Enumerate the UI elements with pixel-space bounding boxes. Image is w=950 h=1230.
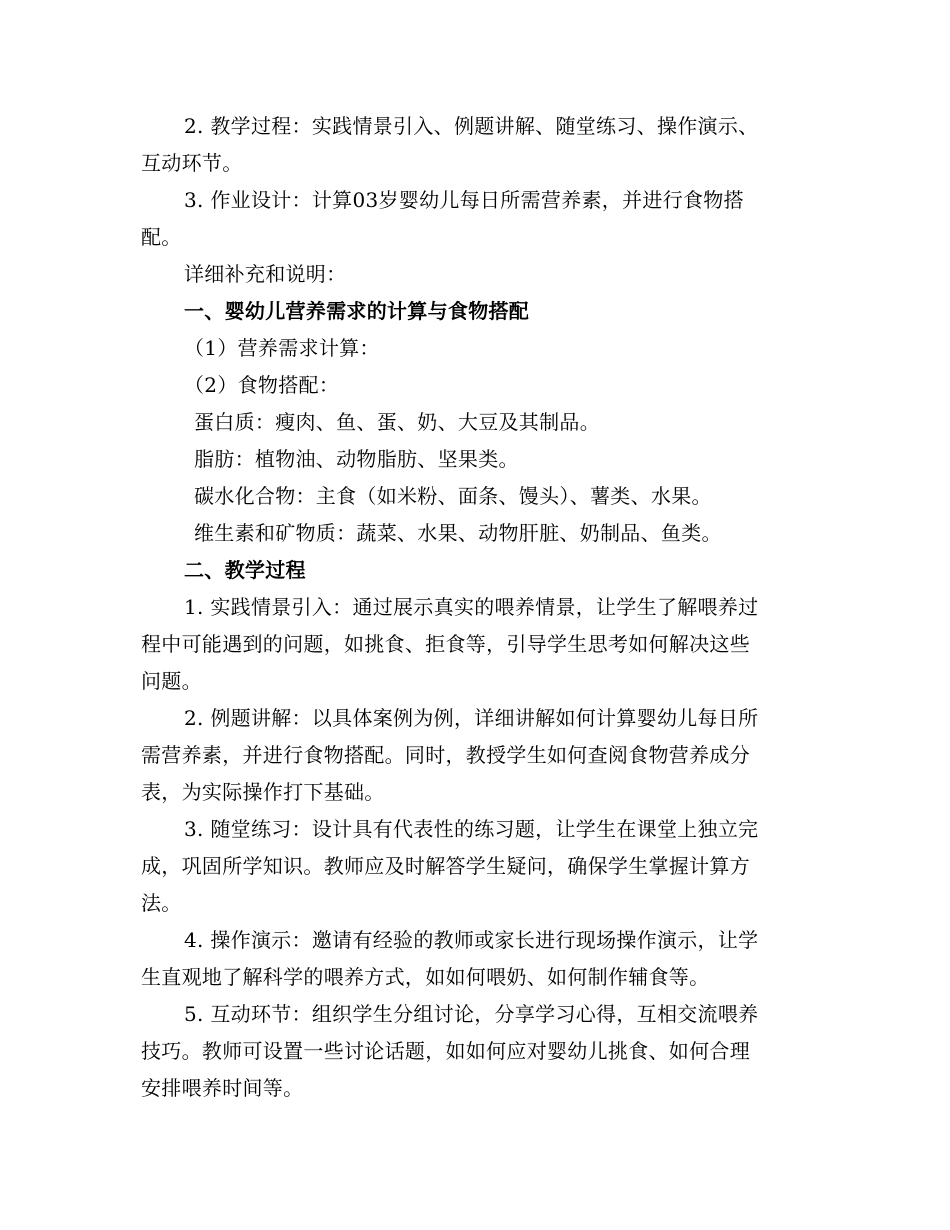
process-p3-line1: 3. 随堂练习：设计具有代表性的练习题，让学生在课堂上独立完 — [184, 817, 759, 841]
food-vitamins: 维生素和矿物质：蔬菜、水果、动物肝脏、奶制品、鱼类。 — [194, 521, 722, 545]
intro-item3-line2: 配。 — [141, 225, 182, 249]
process-p3-line2: 成，巩固所学知识。教师应及时解答学生疑问，确保学生掌握计算方 — [141, 854, 750, 878]
process-p2-line2: 需营养素，并进行食物搭配。同时，教授学生如何查阅食物营养成分 — [141, 743, 750, 767]
process-p5-line2: 技巧。教师可设置一些讨论话题，如如何应对婴幼儿挑食、如何合理 — [141, 1039, 750, 1063]
food-carbs: 碳水化合物：主食（如米粉、面条、馒头）、薯类、水果。 — [194, 484, 712, 508]
process-p5-line3: 安排喂养时间等。 — [141, 1076, 304, 1100]
process-p2-line1: 2. 例题讲解：以具体案例为例，详细讲解如何计算婴幼儿每日所 — [184, 706, 759, 730]
process-p1-line2: 程中可能遇到的问题，如挑食、拒食等，引导学生思考如何解决这些 — [141, 632, 750, 656]
section1-heading: 一、婴幼儿营养需求的计算与食物搭配 — [184, 299, 530, 323]
intro-item2-line2: 互动环节。 — [141, 151, 243, 175]
section2-heading: 二、教学过程 — [184, 558, 306, 582]
process-p4-line1: 4. 操作演示：邀请有经验的教师或家长进行现场操作演示，让学 — [184, 928, 759, 952]
intro-item2-line1: 2. 教学过程：实践情景引入、例题讲解、随堂练习、操作演示、 — [184, 114, 759, 138]
process-p2-line3: 表，为实际操作打下基础。 — [141, 780, 385, 804]
food-fat: 脂肪：植物油、动物脂肪、坚果类。 — [194, 447, 519, 471]
process-p1-line1: 1. 实践情景引入：通过展示真实的喂养情景，让学生了解喂养过 — [184, 595, 759, 619]
process-p1-line3: 问题。 — [141, 669, 202, 693]
section1-sub2: （2）食物搭配： — [184, 373, 340, 397]
process-p5-line1: 5. 互动环节：组织学生分组讨论，分享学习心得，互相交流喂养 — [184, 1002, 759, 1026]
food-protein: 蛋白质：瘦肉、鱼、蛋、奶、大豆及其制品。 — [194, 410, 600, 434]
supplement-label: 详细补充和说明： — [184, 262, 347, 286]
section1-sub1: （1）营养需求计算： — [184, 336, 380, 360]
process-p4-line2: 生直观地了解科学的喂养方式，如如何喂奶、如何制作辅食等。 — [141, 965, 710, 989]
intro-item3-line1: 3. 作业设计：计算03岁婴幼儿每日所需营养素，并进行食物搭 — [184, 188, 744, 212]
process-p3-line3: 法。 — [141, 891, 182, 915]
